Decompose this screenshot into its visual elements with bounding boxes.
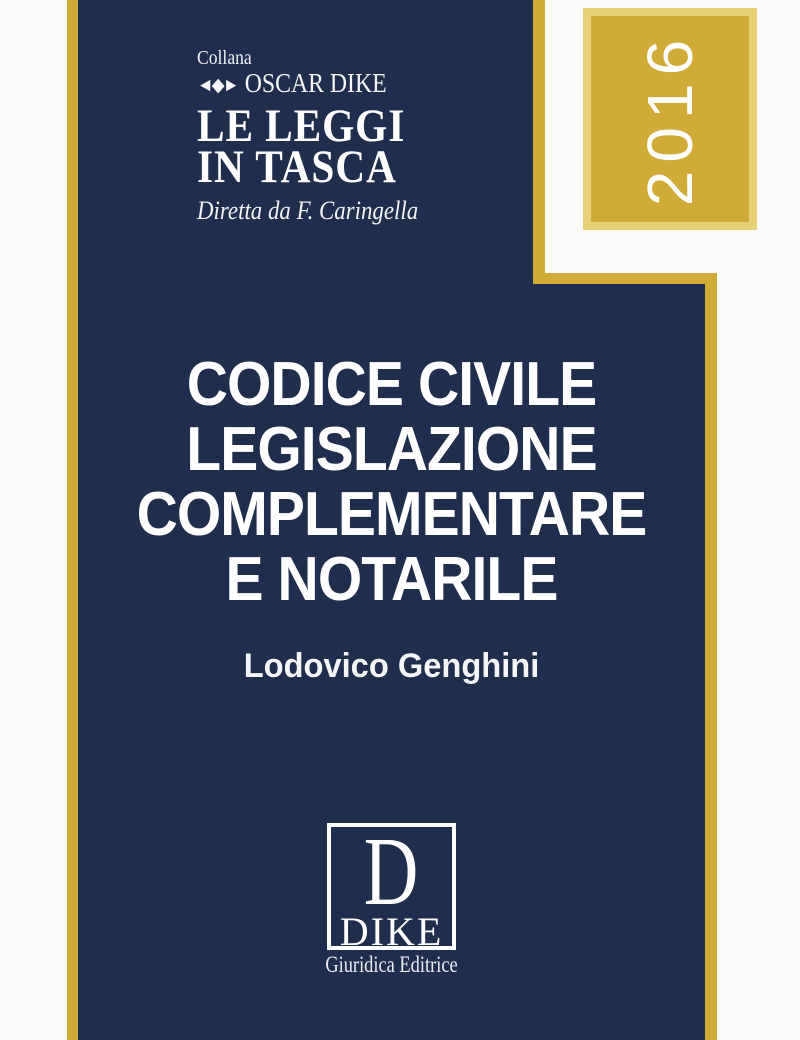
series-title-line-2: IN TASCA (197, 141, 397, 193)
book-title-line: E NOTARILE (225, 545, 558, 614)
cover-content (78, 0, 705, 1040)
book-title-line: COMPLEMENTARE (136, 480, 647, 549)
diamonds-icon: ◄◆► (197, 75, 238, 96)
publisher-logo (327, 818, 456, 954)
publisher-initial: D (364, 818, 419, 925)
publisher-name: DIKE (339, 909, 444, 954)
gold-border-right-lower (705, 273, 717, 1040)
series-name: OSCAR DIKE (244, 68, 387, 98)
book-title-line: LEGISLAZIONE (186, 415, 597, 484)
gold-border-left (67, 0, 78, 1040)
book-title-line: CODICE CIVILE (186, 350, 597, 419)
publisher-tagline: Giuridica Editrice (325, 952, 458, 977)
series-collana-label: Collana (197, 47, 252, 69)
series-title-line-1: LE LEGGI (197, 100, 406, 152)
series-name-row (197, 70, 418, 99)
year-label: 2016 (634, 31, 706, 207)
author-name: Lodovico Genghini (243, 647, 540, 685)
book-title (103, 352, 680, 612)
series-director: Diretta da F. Caringella (197, 196, 419, 225)
series-header (197, 46, 418, 226)
